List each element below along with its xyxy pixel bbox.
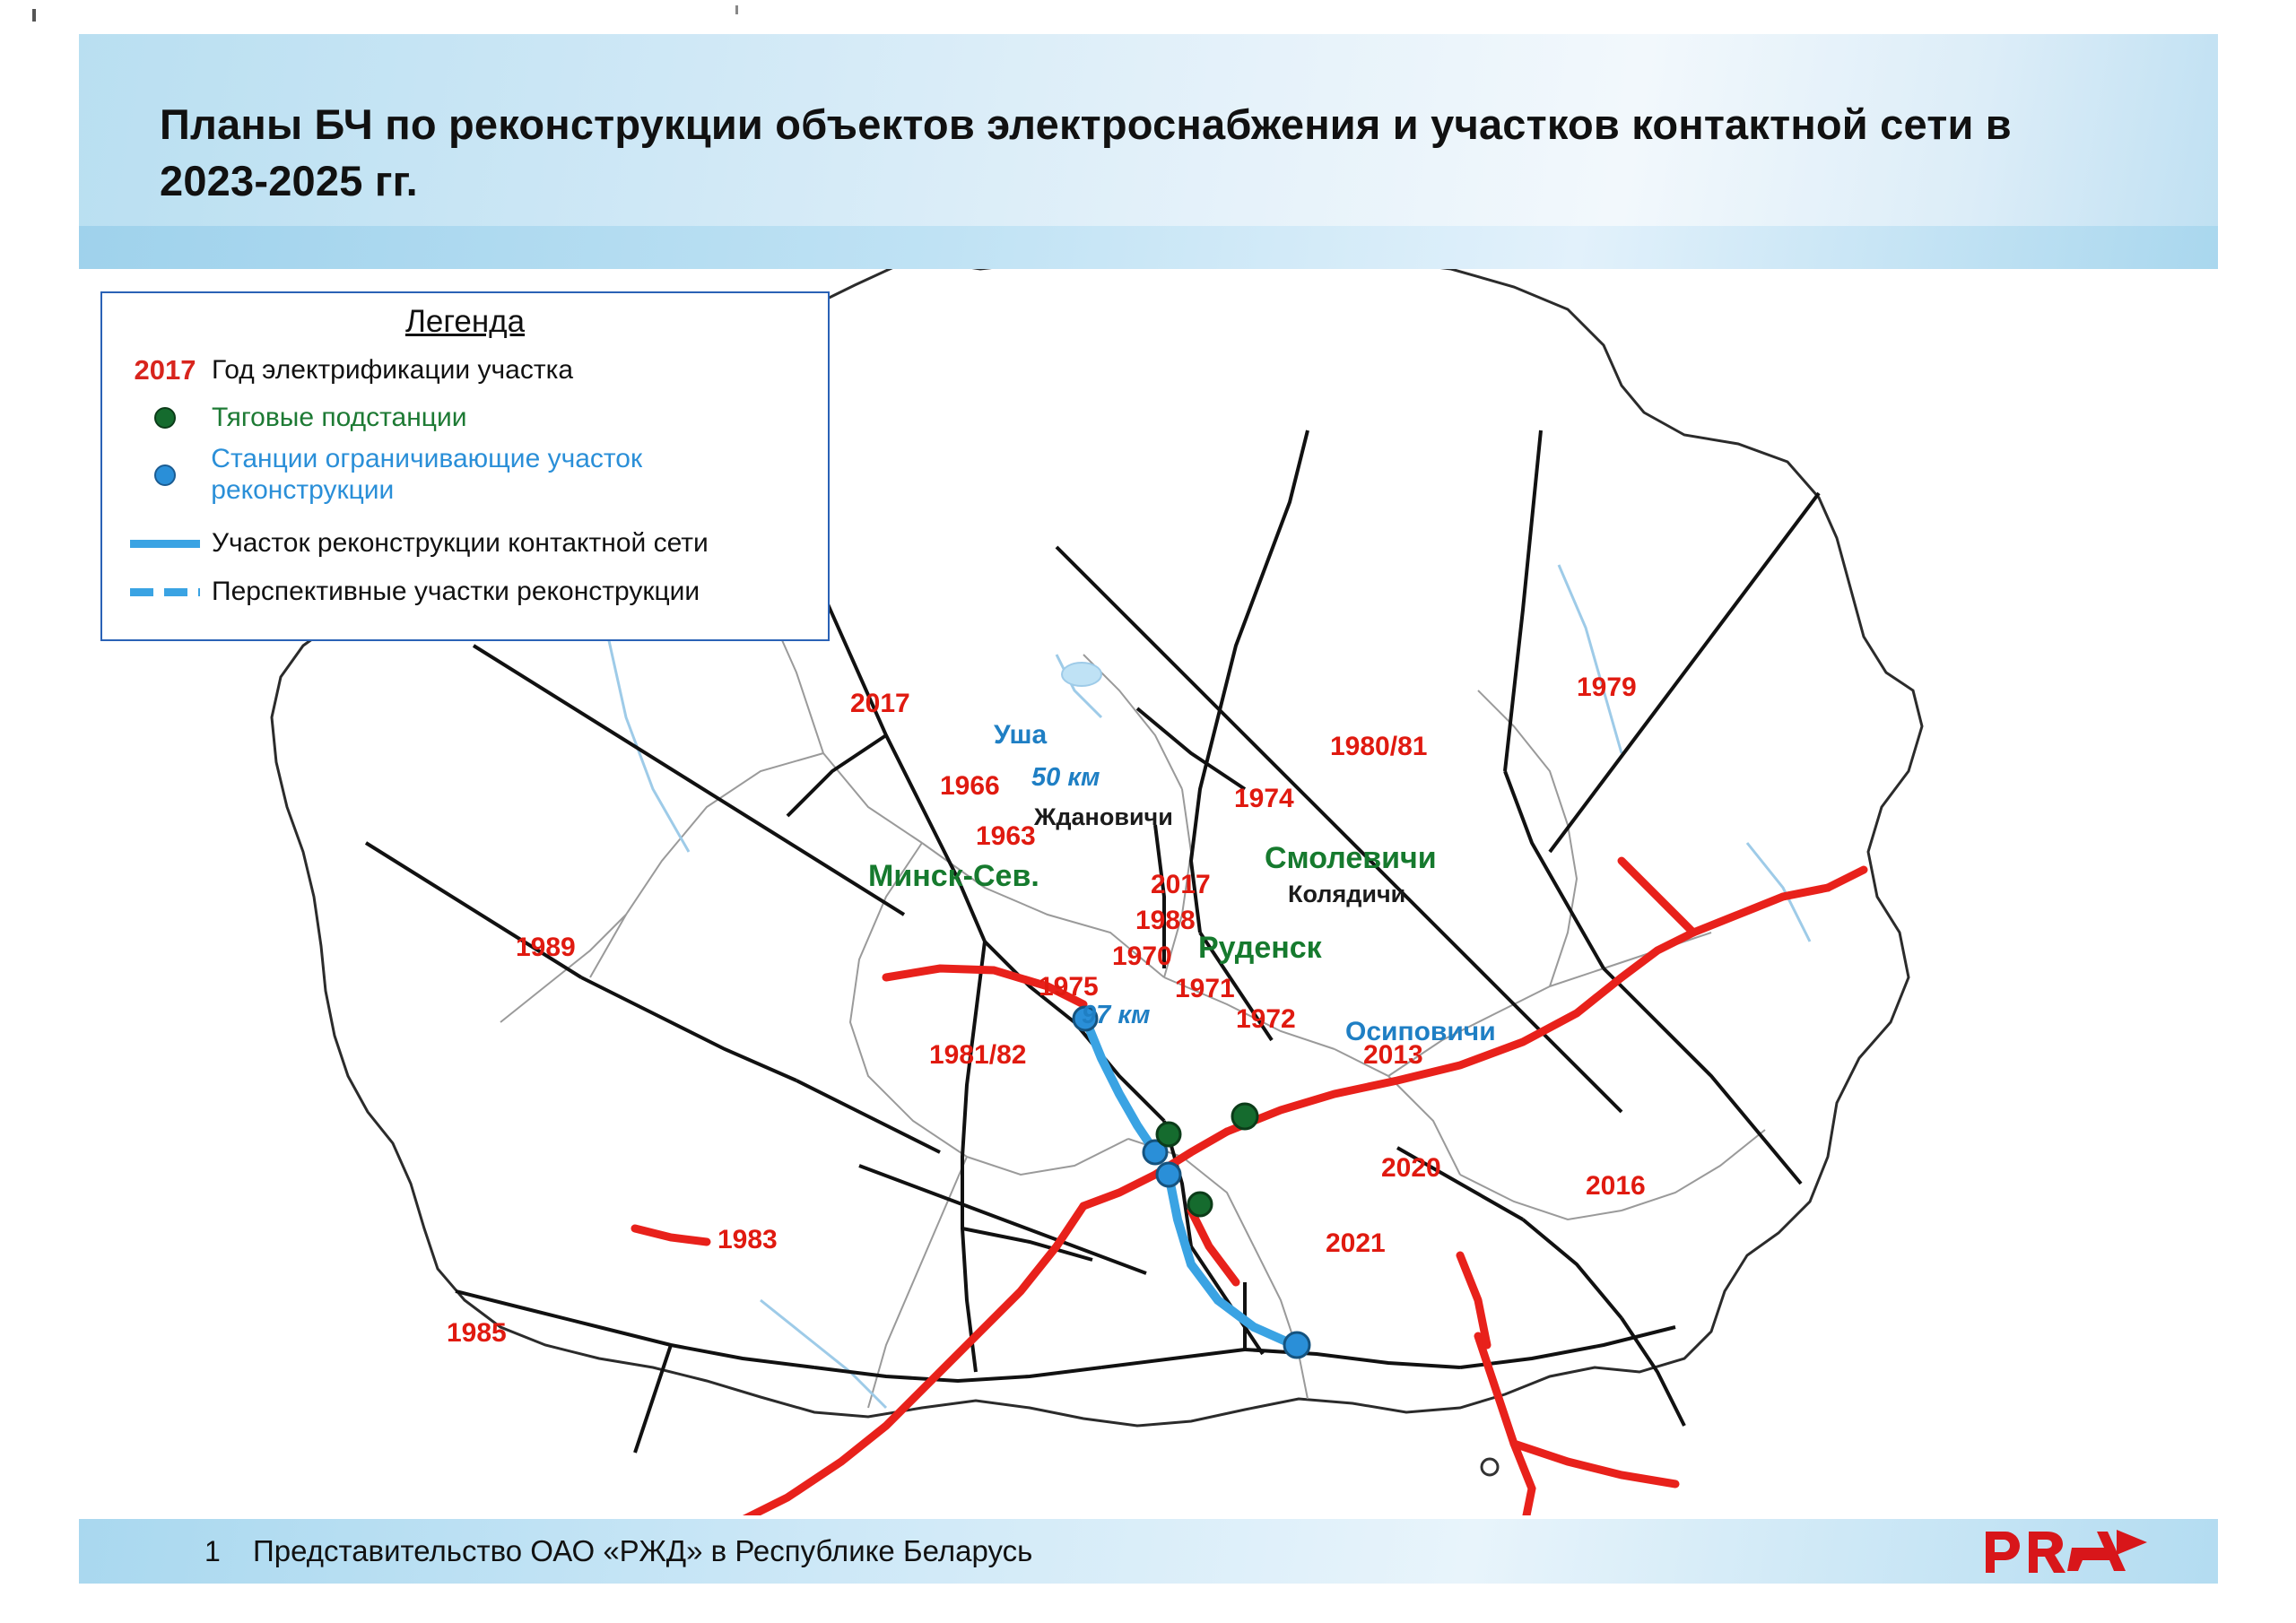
map-city-label-zhdanovichi: Ждановичи	[1034, 803, 1173, 830]
map-year-label: 2017	[1151, 870, 1211, 899]
station-dot-osipovichi	[1284, 1332, 1309, 1358]
legend-row-reconstruction	[124, 528, 709, 559]
map-year-label: 1966	[940, 771, 1000, 801]
node-dot-2020	[1482, 1459, 1498, 1475]
red-line-east-branch	[1514, 1444, 1675, 1484]
legend-limit-stations-label: Станции ограничивающие участок реконструкции	[211, 444, 643, 505]
map-year-label: 1971	[1175, 974, 1235, 1003]
map-city-label-osipovichi: Осиповичи	[1345, 1017, 1496, 1046]
page-title: Планы БЧ по реконструкции объектов электроснабжения и участков контактной сети в 2023-2025 гг.	[160, 100, 2012, 204]
station-dot-kolyadichi	[1157, 1163, 1180, 1186]
substation-dot-rudensk	[1188, 1193, 1212, 1216]
map-year-label: 1981/82	[929, 1040, 1027, 1070]
legend-substations-label: Тяговые подстанции	[212, 403, 467, 432]
legend-row-year	[124, 354, 573, 386]
scan-artifact-2	[735, 5, 738, 14]
map-year-label: 1979	[1577, 673, 1637, 702]
map-city-label-minsk-sev: Минск-Сев.	[868, 859, 1039, 893]
map-year-label: 2016	[1586, 1171, 1646, 1201]
station-dot-icon	[124, 464, 205, 486]
solid-line-icon	[124, 540, 206, 548]
map-distance-label-50km: 50 км	[1031, 763, 1100, 792]
map-year-label: 2017	[850, 689, 910, 718]
legend-prospective-label: Перспективные участки реконструкции	[212, 577, 700, 606]
legend-reconstruction-label: Участок реконструкции контактной сети	[212, 528, 709, 558]
map-year-label: 2013	[1363, 1040, 1423, 1070]
map-year-label: 1963	[976, 821, 1036, 851]
map-city-label-rudensk: Руденск	[1198, 931, 1322, 965]
footer-page-number: 1	[204, 1535, 221, 1567]
legend-box	[100, 291, 830, 641]
legend-row-prospective	[124, 577, 700, 607]
map-year-label: 1980/81	[1330, 732, 1428, 761]
map-distance-label-97km: 97 км	[1082, 1001, 1151, 1029]
substation-dot-icon	[124, 407, 206, 429]
map-year-label: 1989	[516, 933, 576, 962]
map-year-label: 1985	[447, 1318, 507, 1348]
legend-year-label: Год электрификации участка	[212, 355, 574, 385]
legend-row-limit-stations	[124, 444, 828, 506]
map-year-label: 1983	[718, 1225, 778, 1254]
legend-row-substations	[124, 403, 467, 433]
map-year-label: 2020	[1381, 1153, 1441, 1183]
map-year-label: 1975	[1039, 972, 1099, 1002]
map-year-label: 1974	[1234, 784, 1294, 813]
rzd-logo-icon	[1982, 1524, 2152, 1578]
substation-dot-smolevichi	[1232, 1104, 1257, 1129]
map-city-label-smolevichi: Смолевичи	[1265, 841, 1437, 875]
legend-year-sample: 2017	[134, 354, 196, 386]
substation-dot-minsk-sev	[1157, 1123, 1180, 1146]
legend-title: Легенда	[404, 304, 526, 339]
map-year-label: 1972	[1236, 1004, 1296, 1034]
map-year-label: 1988	[1135, 906, 1196, 935]
map-year-label: 1970	[1112, 942, 1172, 971]
header-banner-lower	[79, 226, 2218, 269]
map-year-label: 2021	[1326, 1228, 1386, 1258]
footer-text: Представительство ОАО «РЖД» в Республике Беларусь	[253, 1534, 1033, 1567]
dashed-line-icon	[124, 588, 206, 596]
lake	[1062, 663, 1101, 686]
map-city-label-kolyadichi: Колядичи	[1288, 881, 1406, 907]
scan-artifact	[32, 9, 36, 22]
map-city-label-usha: Уша	[994, 720, 1048, 750]
